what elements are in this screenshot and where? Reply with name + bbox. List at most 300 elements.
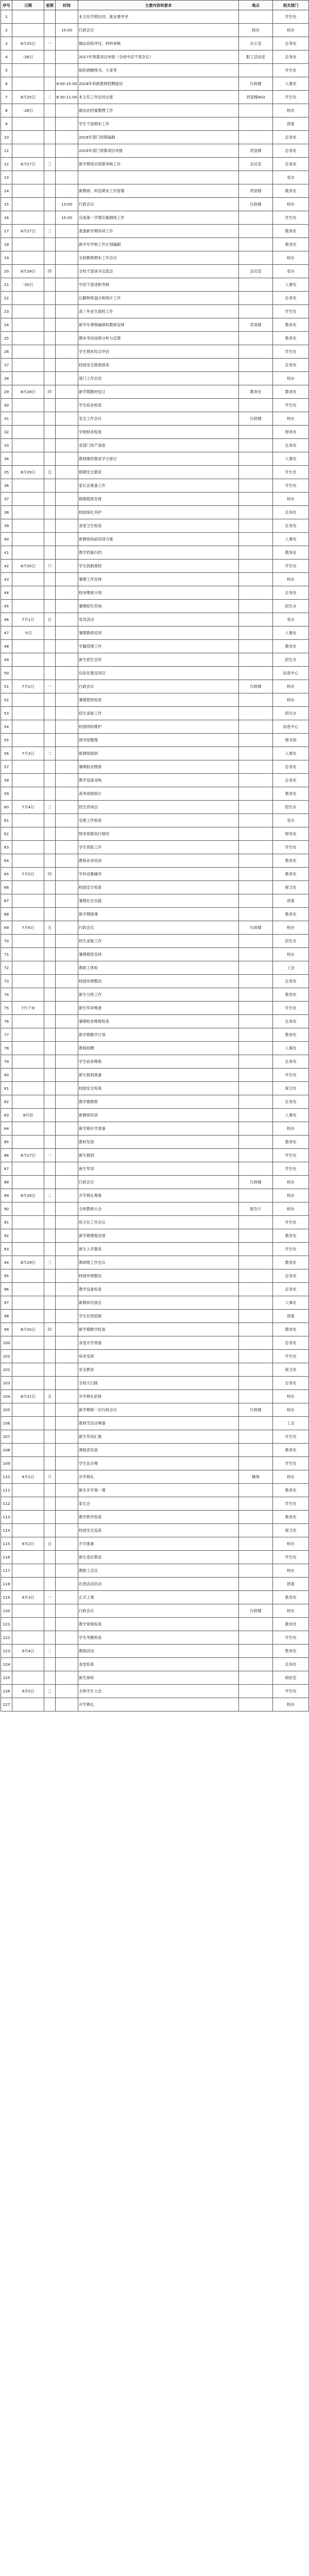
cell-content: 行政会议: [78, 1604, 239, 1618]
cell-location: [239, 1377, 273, 1390]
table-row: [1, 894, 309, 908]
cell-location: [239, 1082, 273, 1095]
cell-time: [56, 117, 78, 131]
cell-date: [12, 1497, 44, 1511]
cell-time: [56, 466, 78, 479]
cell-content: 部门工作总结: [78, 372, 239, 385]
cell-time: [56, 1162, 78, 1176]
cell-time: [56, 988, 78, 1002]
table-row: [1, 1082, 309, 1095]
cell-department: 招生办: [273, 600, 309, 613]
cell-department: 学生处: [273, 1216, 309, 1229]
cell-index: 39: [1, 519, 12, 533]
cell-location: [239, 1336, 273, 1350]
cell-weekday: 三: [44, 225, 56, 238]
cell-department: 校办: [273, 1176, 309, 1189]
cell-date: [12, 1457, 44, 1470]
cell-location: [239, 1524, 273, 1537]
cell-department: 校办: [273, 1470, 309, 1484]
table-row: [1, 184, 309, 198]
cell-time: [56, 426, 78, 439]
cell-date: 7月2日: [12, 680, 44, 693]
cell-department: 教务处: [273, 854, 309, 868]
cell-index: 79: [1, 1055, 12, 1069]
cell-content: 新生军训: [78, 1162, 239, 1176]
cell-content: 新学年学校工作计划编制: [78, 238, 239, 251]
cell-location: [239, 1136, 273, 1149]
cell-location: [239, 305, 273, 318]
cell-index: 111: [1, 1484, 12, 1497]
table-row: [1, 667, 309, 680]
cell-date: 9月4日: [12, 1645, 44, 1658]
cell-location: [239, 1296, 273, 1310]
cell-date: 6月27日: [12, 158, 44, 171]
cell-date: [12, 1095, 44, 1109]
cell-content: 新学期开学准备: [78, 1122, 239, 1136]
cell-time: [56, 640, 78, 653]
cell-weekday: [44, 720, 56, 734]
cell-time: [56, 693, 78, 707]
cell-location: 君语楼403: [239, 91, 273, 104]
cell-department: 学生处: [273, 1457, 309, 1470]
cell-location: [239, 359, 273, 372]
cell-content: 开学典礼: [78, 1698, 239, 1711]
cell-department: 教务处: [273, 1484, 309, 1497]
cell-date: [12, 1618, 44, 1631]
cell-date: [12, 573, 44, 586]
cell-content: 新教师培训: [78, 1109, 239, 1122]
cell-time: [56, 1457, 78, 1470]
cell-weekday: [44, 1497, 56, 1511]
cell-content: 新生开学第一课: [78, 1484, 239, 1497]
cell-index: 114: [1, 1524, 12, 1537]
header-location: 地点: [239, 1, 273, 10]
cell-content: 学生放假离校: [78, 560, 239, 573]
cell-index: 99: [1, 1323, 12, 1336]
cell-index: 65: [1, 868, 12, 881]
cell-content: 学科竞赛辅导: [78, 868, 239, 881]
cell-time: [56, 1229, 78, 1243]
cell-department: 教务处: [273, 787, 309, 801]
cell-location: [239, 292, 273, 305]
cell-weekday: 日: [44, 1537, 56, 1551]
cell-weekday: [44, 144, 56, 158]
cell-location: [239, 1109, 273, 1122]
cell-weekday: [44, 1511, 56, 1524]
table-body: [1, 10, 309, 1711]
cell-weekday: [44, 426, 56, 439]
cell-weekday: 一: [44, 680, 56, 693]
table-row: [1, 921, 309, 935]
cell-department: 信息中心: [273, 720, 309, 734]
cell-location: [239, 600, 273, 613]
cell-location: [239, 479, 273, 493]
cell-location: [239, 693, 273, 707]
cell-date: [12, 332, 44, 345]
cell-time: [56, 533, 78, 546]
cell-index: 12: [1, 158, 12, 171]
cell-index: 45: [1, 600, 12, 613]
cell-content: 教师节活动筹备: [78, 1417, 239, 1430]
cell-time: [56, 573, 78, 586]
table-row: [1, 1323, 309, 1336]
cell-content: 家长会准备工作: [78, 479, 239, 493]
cell-location: [239, 760, 273, 774]
cell-content: 行政会议: [78, 198, 239, 211]
cell-date: [12, 251, 44, 265]
cell-location: [239, 747, 273, 760]
table-row: [1, 318, 309, 332]
cell-time: [56, 586, 78, 600]
cell-time: [56, 760, 78, 774]
cell-index: 105: [1, 1403, 12, 1417]
cell-index: 61: [1, 814, 12, 827]
cell-date: [12, 1162, 44, 1176]
cell-location: [239, 1537, 273, 1551]
cell-weekday: [44, 1618, 56, 1631]
cell-department: 党办: [273, 814, 309, 827]
cell-time: [56, 841, 78, 854]
table-row: [1, 519, 309, 533]
cell-content: 宿舍安排: [78, 1350, 239, 1363]
cell-index: 56: [1, 747, 12, 760]
cell-content: 新教师见面会: [78, 1296, 239, 1310]
table-row: [1, 1216, 309, 1229]
table-row: [1, 1095, 309, 1109]
cell-department: 教务处: [273, 238, 309, 251]
cell-index: 51: [1, 680, 12, 693]
cell-time: [56, 1604, 78, 1618]
table-row: [1, 1658, 309, 1671]
cell-date: [12, 881, 44, 894]
cell-content: 新生报到: [78, 1149, 239, 1162]
table-row: [1, 573, 309, 586]
cell-content: 校园安全巡查: [78, 1524, 239, 1537]
table-row: [1, 50, 309, 64]
cell-content: [78, 171, 239, 184]
cell-time: [56, 653, 78, 667]
cell-time: [56, 439, 78, 452]
cell-time: [56, 372, 78, 385]
cell-department: 总务处: [273, 50, 309, 64]
cell-time: [56, 1685, 78, 1698]
cell-index: 120: [1, 1604, 12, 1618]
cell-time: [56, 1323, 78, 1336]
cell-department: 总务处: [273, 1269, 309, 1283]
cell-weekday: [44, 104, 56, 117]
cell-content: 正式上课: [78, 1591, 239, 1604]
cell-weekday: [44, 546, 56, 560]
cell-date: 6月25日: [12, 91, 44, 104]
table-row: [1, 158, 309, 171]
cell-index: 13: [1, 171, 12, 184]
cell-time: [56, 1283, 78, 1296]
cell-content: 校园安全检查: [78, 881, 239, 894]
cell-time: [56, 1591, 78, 1604]
cell-weekday: [44, 841, 56, 854]
cell-location: [239, 573, 273, 586]
cell-content: 各部门资产清查: [78, 439, 239, 452]
cell-content: 暑期招生咨询: [78, 600, 239, 613]
cell-time: 15:00: [56, 211, 78, 225]
cell-location: [239, 1444, 273, 1457]
cell-date: [12, 318, 44, 332]
cell-index: 33: [1, 439, 12, 452]
cell-time: [56, 292, 78, 305]
cell-index: 52: [1, 693, 12, 707]
cell-index: 88: [1, 1176, 12, 1189]
cell-location: [239, 104, 273, 117]
table-row: [1, 211, 309, 225]
table-row: [1, 1256, 309, 1269]
table-row: [1, 1055, 309, 1069]
table-row: [1, 1042, 309, 1055]
cell-department: 教务处: [273, 184, 309, 198]
cell-department: 党办: [273, 265, 309, 278]
cell-weekday: [44, 1403, 56, 1417]
cell-department: 学生处: [273, 560, 309, 573]
cell-time: [56, 1296, 78, 1310]
cell-index: 118: [1, 1578, 12, 1591]
cell-index: 85: [1, 1136, 12, 1149]
cell-location: [239, 1685, 273, 1698]
cell-date: [12, 1658, 44, 1671]
cell-weekday: 日: [44, 613, 56, 626]
cell-content: 信息化建设项目: [78, 667, 239, 680]
table-row: [1, 64, 309, 77]
cell-department: 学生处: [273, 1551, 309, 1564]
cell-time: [56, 265, 78, 278]
cell-department: 总务处: [273, 975, 309, 988]
cell-time: [56, 1243, 78, 1256]
cell-content: 2019年部门预算项目申报: [78, 144, 239, 158]
cell-date: 8月份: [12, 1109, 44, 1122]
cell-location: 职工活动室: [239, 50, 273, 64]
cell-weekday: [44, 948, 56, 961]
cell-index: 63: [1, 841, 12, 854]
cell-location: [239, 211, 273, 225]
cell-content: 校园安全检查: [78, 1082, 239, 1095]
cell-weekday: [44, 1457, 56, 1470]
cell-index: 34: [1, 452, 12, 466]
cell-index: 30: [1, 399, 12, 412]
cell-location: [239, 332, 273, 345]
cell-weekday: 四: [44, 868, 56, 881]
cell-time: [56, 1403, 78, 1417]
cell-date: [12, 1042, 44, 1055]
cell-content: 教学楼维修: [78, 1095, 239, 1109]
cell-content: 新学期第一次行政会议: [78, 1403, 239, 1417]
cell-location: [239, 10, 273, 24]
cell-department: 图书馆: [273, 734, 309, 747]
table-row: [1, 881, 309, 894]
cell-time: [56, 881, 78, 894]
cell-weekday: [44, 171, 56, 184]
cell-location: [239, 399, 273, 412]
cell-weekday: 二: [44, 747, 56, 760]
cell-time: [56, 64, 78, 77]
cell-date: [12, 908, 44, 921]
cell-department: 人事处: [273, 747, 309, 760]
cell-department: 人事处: [273, 278, 309, 292]
cell-weekday: 一: [44, 37, 56, 50]
cell-date: [12, 493, 44, 506]
table-row: [1, 948, 309, 961]
cell-weekday: [44, 1176, 56, 1189]
cell-content: 教学秩序检查: [78, 1511, 239, 1524]
cell-time: [56, 1069, 78, 1082]
cell-location: [239, 667, 273, 680]
table-row: [1, 841, 309, 854]
cell-content: 新学期课程安排: [78, 1229, 239, 1243]
cell-time: [56, 37, 78, 50]
cell-weekday: [44, 881, 56, 894]
cell-date: [12, 1444, 44, 1457]
cell-location: [239, 251, 273, 265]
header-index: 序号: [1, 1, 12, 10]
cell-location: [239, 426, 273, 439]
cell-department: 教务处: [273, 1229, 309, 1243]
cell-index: 119: [1, 1591, 12, 1604]
cell-index: 44: [1, 586, 12, 600]
table-row: [1, 412, 309, 426]
table-row: [1, 1243, 309, 1256]
table-row: [1, 198, 309, 211]
cell-index: 94: [1, 1256, 12, 1269]
table-row: [1, 1685, 309, 1698]
cell-department: 校办: [273, 24, 309, 37]
cell-date: [12, 1243, 44, 1256]
cell-weekday: [44, 452, 56, 466]
cell-index: 92: [1, 1229, 12, 1243]
cell-location: [239, 814, 273, 827]
cell-date: -28日: [12, 104, 44, 117]
cell-index: 125: [1, 1671, 12, 1685]
table-row: [1, 653, 309, 667]
cell-weekday: [44, 117, 56, 131]
cell-date: [12, 935, 44, 948]
cell-time: [56, 1109, 78, 1122]
cell-location: [239, 1216, 273, 1229]
schedule-table: [1, 0, 309, 1711]
cell-weekday: [44, 1524, 56, 1537]
cell-department: 校办: [273, 948, 309, 961]
cell-index: 72: [1, 961, 12, 975]
cell-weekday: [44, 238, 56, 251]
cell-department: 人事处: [273, 1109, 309, 1122]
cell-content: 本主任学期总结、就业课考评: [78, 10, 239, 24]
cell-location: [239, 117, 273, 131]
cell-time: [56, 1497, 78, 1511]
cell-index: 8: [1, 104, 12, 117]
cell-time: [56, 1216, 78, 1229]
cell-index: 74: [1, 988, 12, 1002]
cell-department: 学生处: [273, 10, 309, 24]
table-row: [1, 305, 309, 318]
cell-date: [12, 359, 44, 372]
cell-department: 总务处: [273, 1658, 309, 1671]
cell-index: 58: [1, 774, 12, 787]
cell-weekday: 四: [44, 1323, 56, 1336]
cell-time: 8:30-11:00: [56, 91, 78, 104]
cell-location: 行政楼: [239, 198, 273, 211]
cell-index: 38: [1, 506, 12, 519]
cell-department: 学生处: [273, 1350, 309, 1363]
cell-department: 党办: [273, 171, 309, 184]
cell-time: [56, 359, 78, 372]
cell-location: [239, 961, 273, 975]
cell-index: 95: [1, 1269, 12, 1283]
table-row: [1, 1470, 309, 1484]
cell-content: 新教师报到: [78, 747, 239, 760]
cell-department: 校办: [273, 1122, 309, 1136]
cell-weekday: [44, 573, 56, 586]
table-row: [1, 1631, 309, 1645]
cell-weekday: [44, 1336, 56, 1350]
cell-time: [56, 774, 78, 787]
cell-weekday: 三: [44, 158, 56, 171]
cell-location: [239, 171, 273, 184]
table-row: [1, 77, 309, 91]
cell-index: 1: [1, 10, 12, 24]
cell-time: [56, 948, 78, 961]
cell-department: 教务处: [273, 908, 309, 921]
cell-content: 教研活动: [78, 1645, 239, 1658]
cell-index: 46: [1, 613, 12, 626]
cell-index: 97: [1, 1296, 12, 1310]
cell-index: 127: [1, 1698, 12, 1711]
cell-weekday: [44, 439, 56, 452]
cell-location: [239, 1511, 273, 1524]
cell-department: 学生处: [273, 1685, 309, 1698]
cell-weekday: [44, 305, 56, 318]
cell-content: 教师招聘: [78, 1042, 239, 1055]
cell-content: 2019年部门预算编制: [78, 131, 239, 144]
cell-index: 7: [1, 91, 12, 104]
cell-department: 校办: [273, 251, 309, 265]
cell-content: 校园网络维护: [78, 720, 239, 734]
cell-date: [12, 345, 44, 359]
table-row: [1, 975, 309, 988]
cell-date: 9月3日: [12, 1591, 44, 1604]
cell-department: 校办: [273, 693, 309, 707]
cell-location: [239, 868, 273, 881]
cell-department: 保卫处: [273, 881, 309, 894]
table-row: [1, 1350, 309, 1363]
cell-weekday: 二: [44, 91, 56, 104]
cell-location: [239, 372, 273, 385]
cell-content: 中层干部述职考核: [78, 278, 239, 292]
cell-content: 教学设备检查: [78, 1283, 239, 1296]
cell-date: [12, 64, 44, 77]
cell-weekday: [44, 640, 56, 653]
cell-weekday: [44, 506, 56, 519]
cell-location: 会议室: [239, 158, 273, 171]
table-row: [1, 1537, 309, 1551]
cell-index: 76: [1, 1015, 12, 1028]
cell-content: 开学典礼彩排: [78, 1390, 239, 1403]
cell-date: 7月5日: [12, 868, 44, 881]
cell-weekday: [44, 626, 56, 640]
cell-date: [12, 1377, 44, 1390]
cell-weekday: 四: [44, 385, 56, 399]
table-row: [1, 238, 309, 251]
cell-content: 完成第一学期实施细则工作: [78, 211, 239, 225]
table-row: [1, 1671, 309, 1685]
cell-content: 2018年科新教师招聘面试: [78, 77, 239, 91]
cell-location: [239, 1002, 273, 1015]
cell-department: 学生处: [273, 345, 309, 359]
